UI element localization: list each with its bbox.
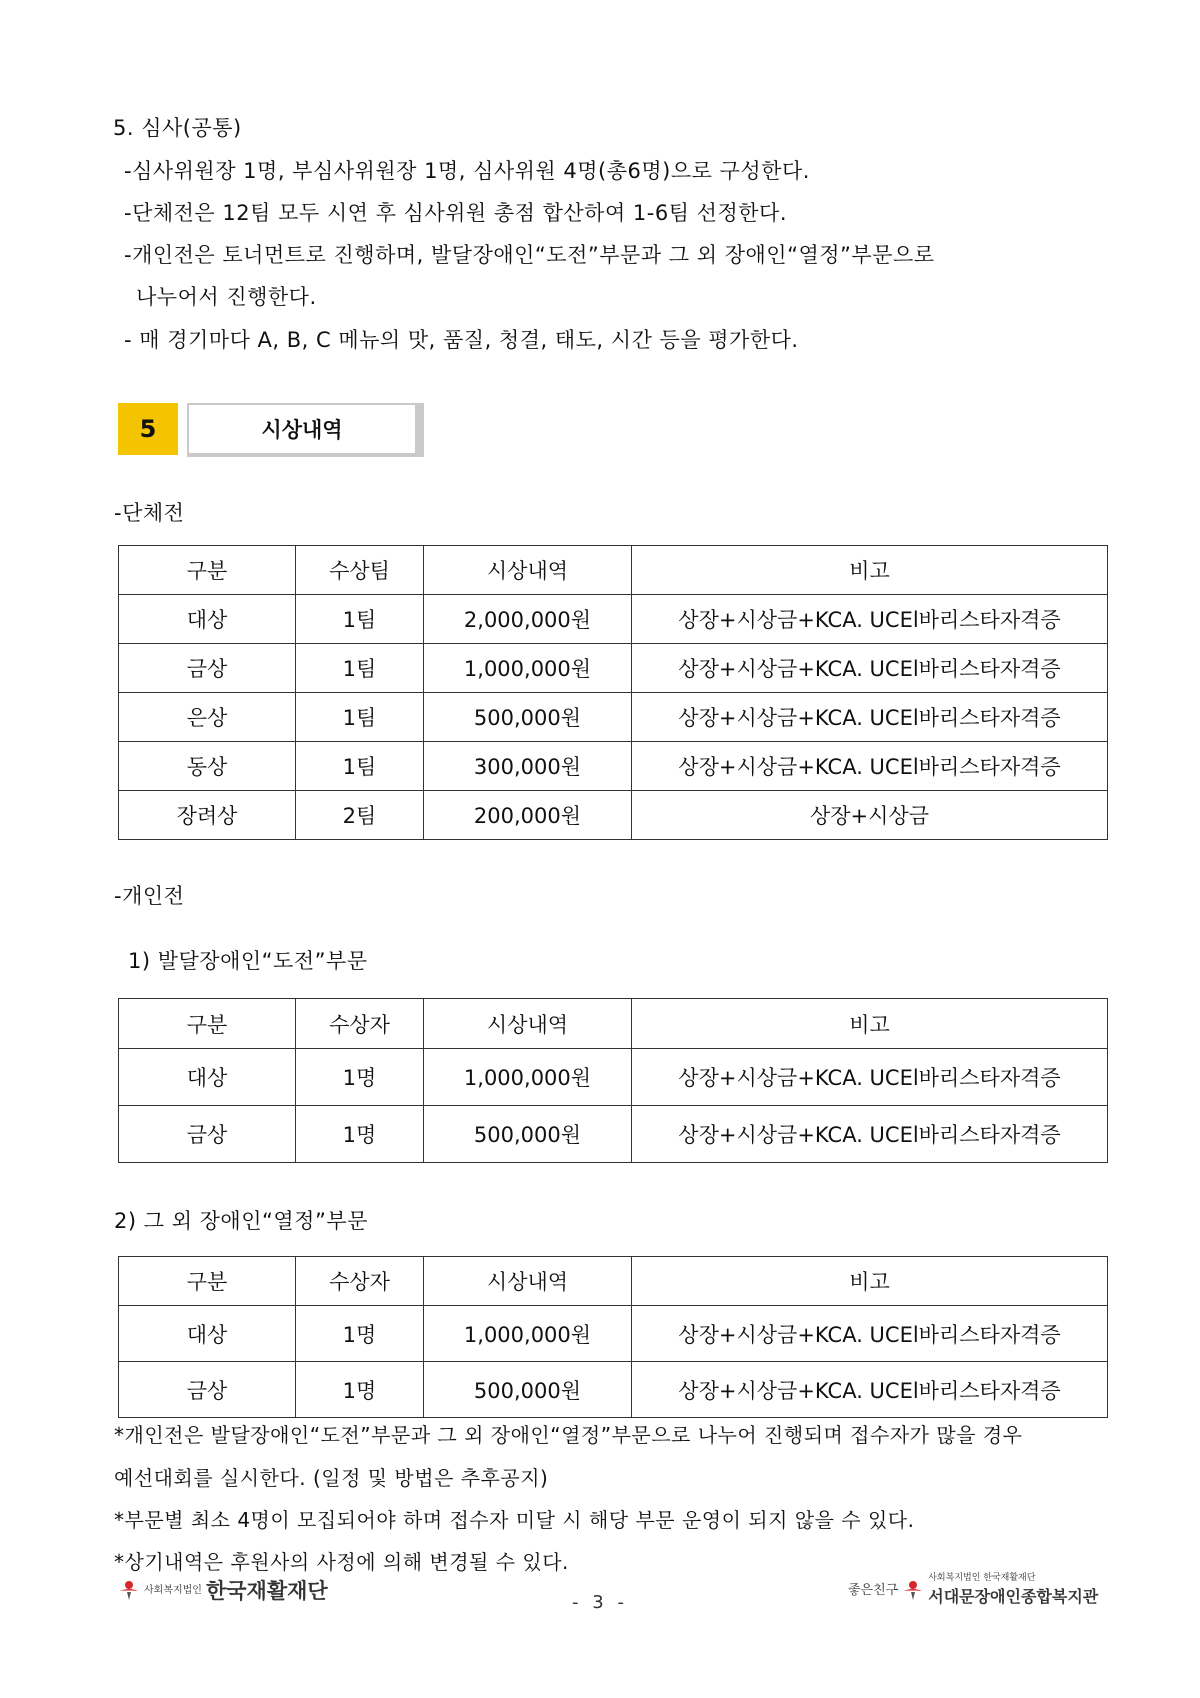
table-cell: 대상 bbox=[119, 1306, 296, 1362]
table-cell: 500,000원 bbox=[424, 1362, 632, 1418]
table-cell: 2,000,000원 bbox=[424, 595, 632, 644]
individual-sub1-label: 1) 발달장애인“도전”부문 bbox=[128, 949, 368, 973]
table-cell: 금상 bbox=[119, 1106, 296, 1163]
table-cell: 상장+시상금+KCA. UCEl바리스타자격증 bbox=[632, 1362, 1108, 1418]
header-cell: 비고 bbox=[632, 546, 1108, 595]
footer-left-small: 사회복지법인 bbox=[144, 1584, 202, 1596]
individual-sub2-label: 2) 그 외 장애인“열정”부문 bbox=[114, 1209, 368, 1233]
table-cell: 1팀 bbox=[296, 693, 424, 742]
header-cell: 시상내역 bbox=[424, 999, 632, 1049]
table-cell: 1,000,000원 bbox=[424, 644, 632, 693]
table-header-row bbox=[119, 1257, 1108, 1306]
judging-line-1: -심사위원장 1명, 부심사위원장 1명, 심사위원 4명(총6명)으로 구성한다. bbox=[124, 159, 810, 183]
table-cell: 상장+시상금+KCA. UCEl바리스타자격증 bbox=[632, 1049, 1108, 1106]
table-cell: 500,000원 bbox=[424, 1106, 632, 1163]
table-cell: 2팀 bbox=[296, 791, 424, 840]
footer-logo-right bbox=[848, 1573, 1098, 1607]
table-row bbox=[119, 693, 1108, 742]
table-row bbox=[119, 1306, 1108, 1362]
team-label: -단체전 bbox=[114, 501, 185, 525]
team-awards-table bbox=[118, 545, 1108, 840]
header-cell: 구분 bbox=[119, 1257, 296, 1306]
welfare-center-logo-icon bbox=[902, 1579, 924, 1601]
table-cell: 동상 bbox=[119, 742, 296, 791]
footer-right-small: 사회복지법인 한국재활재단 bbox=[928, 1573, 1036, 1583]
table-row bbox=[119, 742, 1108, 791]
table-cell: 금상 bbox=[119, 1362, 296, 1418]
table-row bbox=[119, 1106, 1108, 1163]
header-cell: 구분 bbox=[119, 546, 296, 595]
table-header-row bbox=[119, 999, 1108, 1049]
table-cell: 500,000원 bbox=[424, 693, 632, 742]
table-row bbox=[119, 595, 1108, 644]
table-cell: 상장+시상금+KCA. UCEl바리스타자격증 bbox=[632, 742, 1108, 791]
header-cell: 구분 bbox=[119, 999, 296, 1049]
table-cell: 상장+시상금+KCA. UCEl바리스타자격증 bbox=[632, 1106, 1108, 1163]
table-cell: 1팀 bbox=[296, 644, 424, 693]
note-line-4: *상기내역은 후원사의 사정에 의해 변경될 수 있다. bbox=[114, 1550, 569, 1574]
table-cell: 200,000원 bbox=[424, 791, 632, 840]
table-cell: 1명 bbox=[296, 1306, 424, 1362]
page-number: - 3 - bbox=[572, 1592, 628, 1613]
footer-left-name: 한국재활재단 bbox=[205, 1579, 328, 1603]
table-cell: 상장+시상금+KCA. UCEl바리스타자격증 bbox=[632, 1306, 1108, 1362]
header-cell: 수상자 bbox=[296, 999, 424, 1049]
note-line-2: 예선대회를 실시한다. (일정 및 방법은 추후공지) bbox=[114, 1466, 549, 1490]
table-cell: 1팀 bbox=[296, 742, 424, 791]
table-cell: 상장+시상금+KCA. UCEl바리스타자격증 bbox=[632, 595, 1108, 644]
table-cell: 300,000원 bbox=[424, 742, 632, 791]
table-row bbox=[119, 1362, 1108, 1418]
table-cell: 대상 bbox=[119, 595, 296, 644]
table-row bbox=[119, 644, 1108, 693]
table-cell: 1명 bbox=[296, 1362, 424, 1418]
judging-line-5: - 매 경기마다 A, B, C 메뉴의 맛, 품질, 청결, 태도, 시간 등을 평가한다. bbox=[124, 328, 799, 352]
individual-passion-table bbox=[118, 1256, 1108, 1418]
table-cell: 상장+시상금+KCA. UCEl바리스타자격증 bbox=[632, 693, 1108, 742]
note-line-1: *개인전은 발달장애인“도전”부문과 그 외 장애인“열정”부문으로 나누어 진행되며 접수자가 많을 경우 bbox=[114, 1423, 1023, 1447]
header-cell: 시상내역 bbox=[424, 1257, 632, 1306]
individual-label: -개인전 bbox=[114, 884, 185, 908]
table-cell: 1,000,000원 bbox=[424, 1049, 632, 1106]
table-cell: 1,000,000원 bbox=[424, 1306, 632, 1362]
footer-right-slogan: 좋은친구 bbox=[848, 1582, 899, 1598]
table-cell: 1명 bbox=[296, 1049, 424, 1106]
header-cell: 수상자 bbox=[296, 1257, 424, 1306]
judging-line-4: 나누어서 진행한다. bbox=[136, 285, 317, 309]
table-cell: 상장+시상금+KCA. UCEl바리스타자격증 bbox=[632, 644, 1108, 693]
header-cell: 비고 bbox=[632, 1257, 1108, 1306]
table-cell: 1명 bbox=[296, 1106, 424, 1163]
section-title: 시상내역 bbox=[187, 403, 424, 457]
table-cell: 금상 bbox=[119, 644, 296, 693]
section-number: 5 bbox=[118, 403, 178, 455]
header-cell: 비고 bbox=[632, 999, 1108, 1049]
table-row bbox=[119, 1049, 1108, 1106]
footer-right-name: 서대문장애인종합복지관 bbox=[928, 1587, 1099, 1606]
judging-heading: 5. 심사(공통) bbox=[113, 116, 242, 140]
header-cell: 시상내역 bbox=[424, 546, 632, 595]
judging-line-2: -단체전은 12팀 모두 시연 후 심사위원 총점 합산하여 1-6팀 선정한다. bbox=[124, 201, 787, 225]
header-cell: 수상팀 bbox=[296, 546, 424, 595]
note-line-3: *부문별 최소 4명이 모집되어야 하며 접수자 미달 시 해당 부문 운영이 되지 않을 수 있다. bbox=[114, 1508, 915, 1532]
table-cell: 상장+시상금 bbox=[632, 791, 1108, 840]
table-cell: 은상 bbox=[119, 693, 296, 742]
table-header-row bbox=[119, 546, 1108, 595]
table-row bbox=[119, 791, 1108, 840]
table-cell: 1팀 bbox=[296, 595, 424, 644]
individual-challenge-table bbox=[118, 998, 1108, 1163]
table-cell: 대상 bbox=[119, 1049, 296, 1106]
table-cell: 장려상 bbox=[119, 791, 296, 840]
judging-line-3: -개인전은 토너먼트로 진행하며, 발달장애인“도전”부문과 그 외 장애인“열정”부문으로 bbox=[124, 243, 935, 267]
